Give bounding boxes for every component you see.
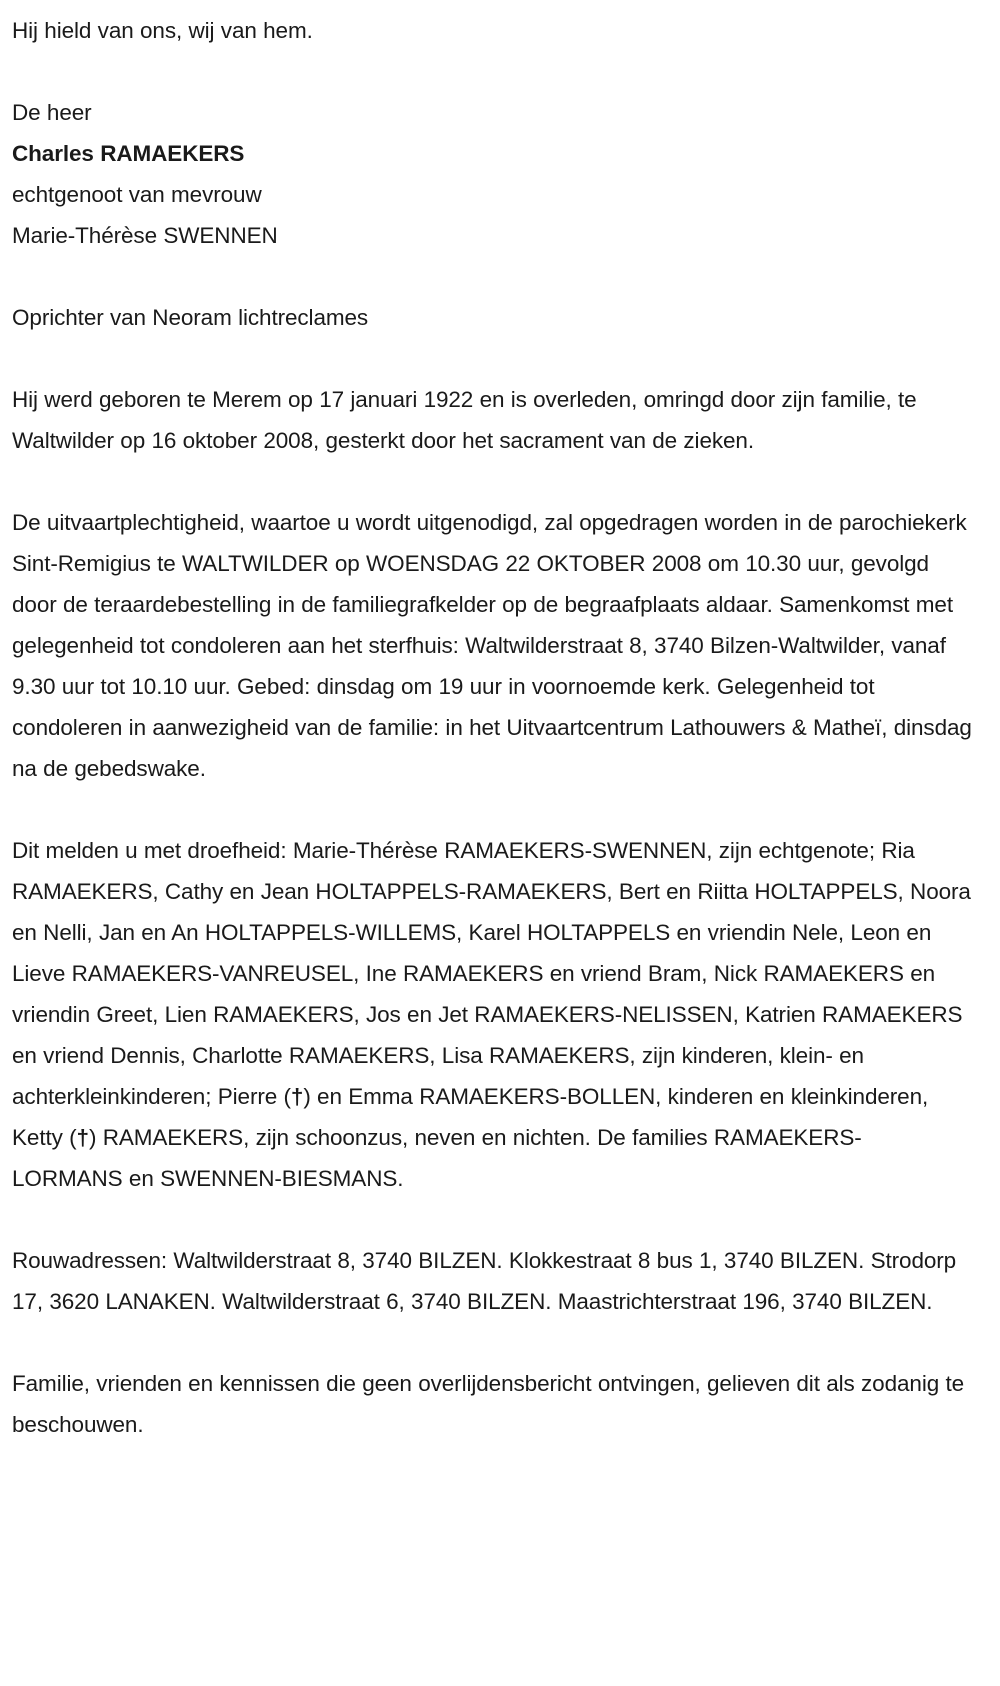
birth-death-paragraph: Hij werd geboren te Merem op 17 januari 1922 en is overleden, omringd door zijn familie, te Waltwilder op 16 oktober 2008, gesterkt door het sacrament van de zieken. [12, 387, 917, 453]
salutation: De heer [12, 100, 92, 125]
survivors-text-part2: ) en Emma RAMAEKERS-BOLLEN, kinderen en kleinkinderen, Ketty ( [12, 1084, 929, 1150]
closing-paragraph: Familie, vrienden en kennissen die geen overlijdensbericht ontvingen, gelieven dit als zodanig te beschouwen. [12, 1371, 965, 1437]
service-details-paragraph: De uitvaartplechtigheid, waartoe u wordt uitgenodigd, zal opgedragen worden in de parochiekerk Sint-Remigius te WALTWILDER op WOENSDAG 22 OKTOBER 2008 om 10.30 uur, gevolgd door de teraardebestelling in de familiegrafkelder op de begraafplaats aldaar. Samenkomst met gelegenheid tot condoleren aan het sterfhuis: Waltwilderstraat 8, 3740 Bilzen-Waltwilder, vanaf 9.30 uur tot 10.10 uur. Gebed: dinsdag om 19 uur in voornoemde kerk. Gelegenheid tot condoleren in aanwezigheid van de familie: in het Uitvaartcentrum Lathouwers & Matheï, dinsdag na de gebedswake. [12, 510, 972, 781]
spacer [12, 1199, 972, 1240]
spacer [12, 789, 972, 830]
spacer [12, 1322, 972, 1363]
dagger-icon: † [76, 1125, 89, 1150]
deceased-name: Charles RAMAEKERS [12, 141, 245, 166]
occupation: Oprichter van Neoram lichtreclames [12, 305, 369, 330]
spouse-name: Marie-Thérèse SWENNEN [12, 223, 278, 248]
mourning-addresses-paragraph: Rouwadressen: Waltwilderstraat 8, 3740 BILZEN. Klokkestraat 8 bus 1, 3740 BILZEN. Strodorp 17, 3620 LANAKEN. Waltwilderstraat 6, 3740 BILZEN. Maastrichterstraat 196, 3740 BILZEN. [12, 1248, 957, 1314]
survivors-paragraph [12, 830, 972, 1199]
epigraph: Hij hield van ons, wij van hem. [12, 18, 313, 43]
spacer [12, 256, 972, 297]
survivors-text-part1: Dit melden u met droefheid: Marie-Thérèse RAMAEKERS-SWENNEN, zijn echtgenote; Ria RAMAEKERS, Cathy en Jean HOLTAPPELS-RAMAEKERS, Bert en Riitta HOLTAPPELS, Noora en Nelli, Jan en An HOLTAPPELS-WILLEMS, Karel HOLTAPPELS en vriendin Nele, Leon en Lieve RAMAEKERS-VANREUSEL, Ine RAMAEKERS en vriend Bram, Nick RAMAEKERS en vriendin Greet, Lien RAMAEKERS, Jos en Jet RAMAEKERS-NELISSEN, Katrien RAMAEKERS en vriend Dennis, Charlotte RAMAEKERS, Lisa RAMAEKERS, zijn kinderen, klein- en achterkleinkinderen; Pierre ( [12, 838, 971, 1109]
spouse-prefix: echtgenoot van mevrouw [12, 182, 262, 207]
spacer [12, 338, 972, 379]
survivors-text-part3: ) RAMAEKERS, zijn schoonzus, neven en nichten. De families RAMAEKERS-LORMANS en SWENNEN-BIESMANS. [12, 1125, 862, 1191]
spacer [12, 461, 972, 502]
dagger-icon: † [290, 1084, 304, 1109]
spacer [12, 51, 972, 92]
